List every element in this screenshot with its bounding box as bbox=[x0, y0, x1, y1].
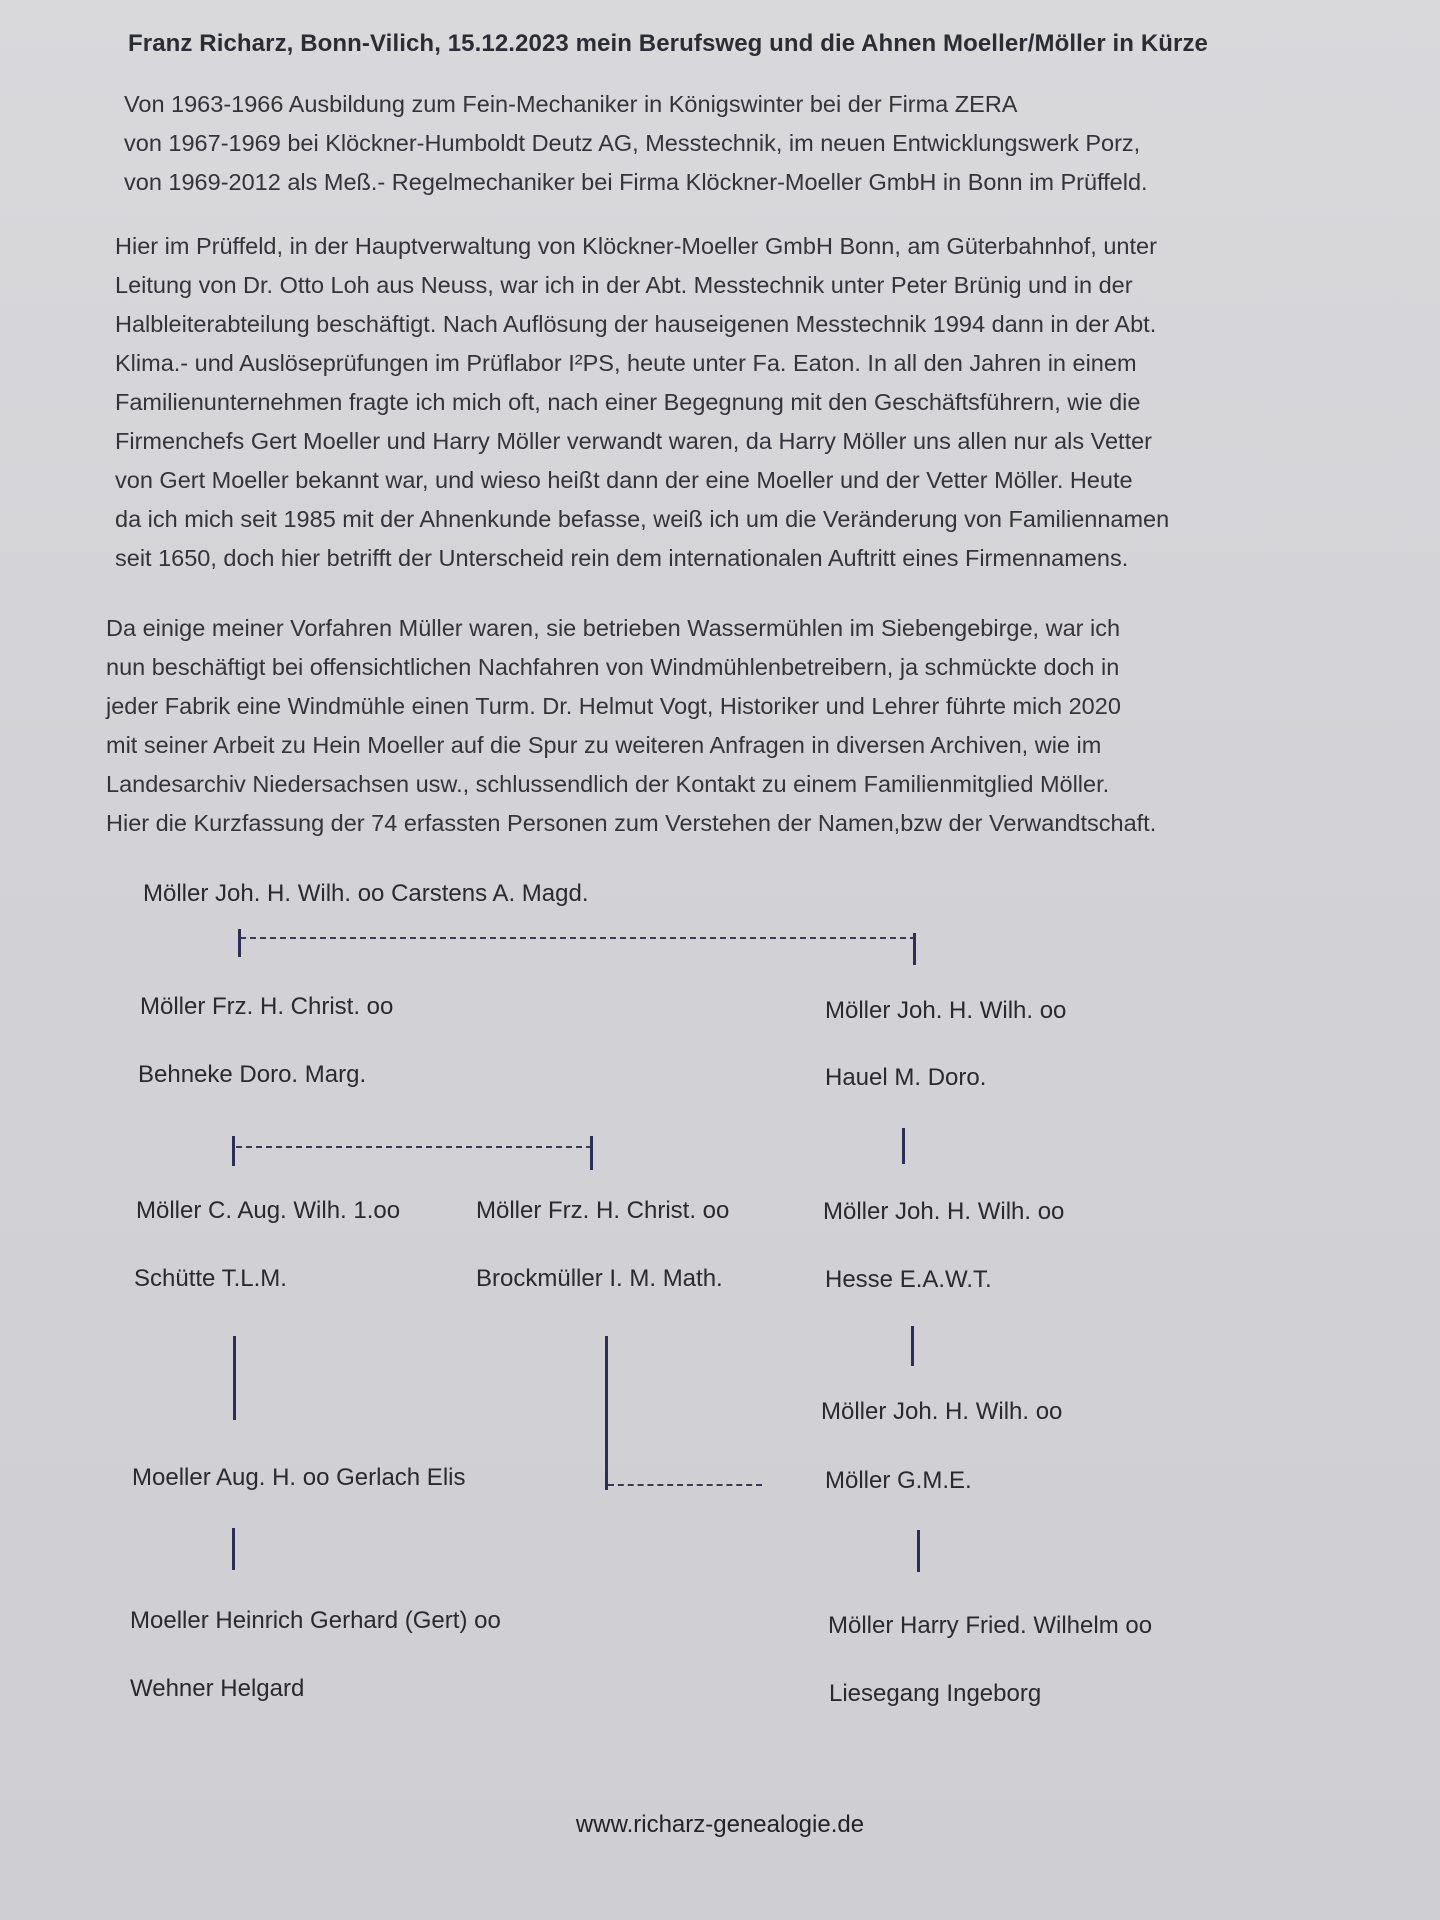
tree-connector-v bbox=[232, 1528, 235, 1570]
pruffeld-paragraph bbox=[115, 227, 1169, 578]
text-line: Firmenchefs Gert Moeller und Harry Möller verwandt waren, da Harry Möller uns allen nur als Vetter bbox=[115, 428, 1153, 454]
text-line: Hier die Kurzfassung der 74 erfassten Personen zum Verstehen der Namen,bzw der Verwandtschaft. bbox=[106, 810, 1157, 836]
footer-url: www.richarz-genealogie.de bbox=[575, 1811, 865, 1838]
tree-connector-h bbox=[608, 1484, 762, 1486]
tree-person: Hauel M. Doro. bbox=[825, 1064, 987, 1091]
tree-connector-v bbox=[911, 1326, 914, 1366]
text-line: seit 1650, doch hier betrifft der Unterscheid rein dem internationalen Auftritt eines Firmennamens. bbox=[115, 545, 1129, 571]
tree-person: Möller Frz. H. Christ. oo bbox=[476, 1197, 730, 1224]
tree-person: Brockmüller I. M. Math. bbox=[476, 1265, 723, 1292]
tree-person: Behneke Doro. Marg. bbox=[138, 1061, 367, 1088]
tree-person: Moeller Aug. H. oo Gerlach Elis bbox=[132, 1464, 466, 1491]
tree-connector-h bbox=[240, 937, 916, 939]
tree-person: Möller G.M.E. bbox=[825, 1467, 972, 1494]
tree-root-couple: Möller Joh. H. Wilh. oo Carstens A. Magd. bbox=[143, 880, 589, 907]
document-title: Franz Richarz, Bonn-Vilich, 15.12.2023 mein Berufsweg und die Ahnen Moeller/Möller in Kürze bbox=[128, 30, 1209, 57]
text-line: Da einige meiner Vorfahren Müller waren, sie betrieben Wassermühlen im Siebengebirge, war ich bbox=[106, 615, 1121, 641]
ancestry-paragraph bbox=[106, 609, 1156, 843]
text-line: von 1969-2012 als Meß.- Regelmechaniker bei Firma Klöckner-Moeller GmbH in Bonn im Prüffeld. bbox=[124, 169, 1148, 195]
career-paragraph bbox=[124, 85, 1148, 202]
tree-person: Moeller Heinrich Gerhard (Gert) oo bbox=[130, 1607, 501, 1634]
tree-person: Möller C. Aug. Wilh. 1.oo bbox=[136, 1197, 401, 1224]
tree-connector-v bbox=[233, 1336, 236, 1420]
text-line: Familienunternehmen fragte ich mich oft, nach einer Begegnung mit den Geschäftsführern, wie die bbox=[115, 389, 1141, 415]
tree-connector-v bbox=[917, 1530, 920, 1572]
text-line: Hier im Prüffeld, in der Hauptverwaltung von Klöckner-Moeller GmbH Bonn, am Güterbahnhof, unter bbox=[115, 233, 1157, 259]
tree-connector-h bbox=[236, 1146, 592, 1148]
text-line: jeder Fabrik eine Windmühle einen Turm. Dr. Helmut Vogt, Historiker und Lehrer führte mich 2020 bbox=[106, 693, 1121, 719]
tree-connector-v bbox=[605, 1336, 608, 1490]
tree-connector-v bbox=[232, 1136, 235, 1166]
text-line: nun beschäftigt bei offensichtlichen Nachfahren von Windmühlenbetreibern, ja schmückte doch in bbox=[106, 654, 1120, 680]
text-line: Landesarchiv Niedersachsen usw., schlussendlich der Kontakt zu einem Familienmitglied Möller. bbox=[106, 771, 1110, 797]
tree-person: Möller Joh. H. Wilh. oo bbox=[821, 1398, 1063, 1425]
tree-connector-v bbox=[902, 1128, 905, 1164]
tree-connector-v bbox=[913, 933, 916, 965]
text-line: Leitung von Dr. Otto Loh aus Neuss, war ich in der Abt. Messtechnik unter Peter Brünig und in der bbox=[115, 272, 1133, 298]
tree-connector-v bbox=[238, 929, 241, 957]
tree-connector-v bbox=[590, 1136, 593, 1170]
tree-person: Hesse E.A.W.T. bbox=[825, 1266, 992, 1293]
tree-person: Möller Harry Fried. Wilhelm oo bbox=[828, 1612, 1153, 1639]
tree-person: Liesegang Ingeborg bbox=[829, 1680, 1042, 1707]
text-line: Klima.- und Auslöseprüfungen im Prüflabor I²PS, heute unter Fa. Eaton. In all den Jahren in einem bbox=[115, 350, 1137, 376]
text-line: Halbleiterabteilung beschäftigt. Nach Auflösung der hauseigenen Messtechnik 1994 dann in der Abt. bbox=[115, 311, 1157, 337]
tree-person: Möller Joh. H. Wilh. oo bbox=[823, 1198, 1065, 1225]
text-line: von Gert Moeller bekannt war, und wieso heißt dann der eine Moeller und der Vetter Möller. Heute bbox=[115, 467, 1133, 493]
text-line: mit seiner Arbeit zu Hein Moeller auf die Spur zu weiteren Anfragen in diversen Archiven, wie im bbox=[106, 732, 1102, 758]
tree-person: Möller Joh. H. Wilh. oo bbox=[825, 997, 1067, 1024]
text-line: da ich mich seit 1985 mit der Ahnenkunde befasse, weiß ich um die Veränderung von Familiennamen bbox=[115, 506, 1170, 532]
tree-person: Möller Frz. H. Christ. oo bbox=[140, 993, 394, 1020]
text-line: von 1967-1969 bei Klöckner-Humboldt Deutz AG, Messtechnik, im neuen Entwicklungswerk Porz, bbox=[124, 130, 1141, 156]
tree-person: Schütte T.L.M. bbox=[134, 1265, 287, 1292]
text-line: Von 1963-1966 Ausbildung zum Fein-Mechaniker in Königswinter bei der Firma ZERA bbox=[124, 91, 1018, 117]
tree-person: Wehner Helgard bbox=[130, 1675, 305, 1702]
